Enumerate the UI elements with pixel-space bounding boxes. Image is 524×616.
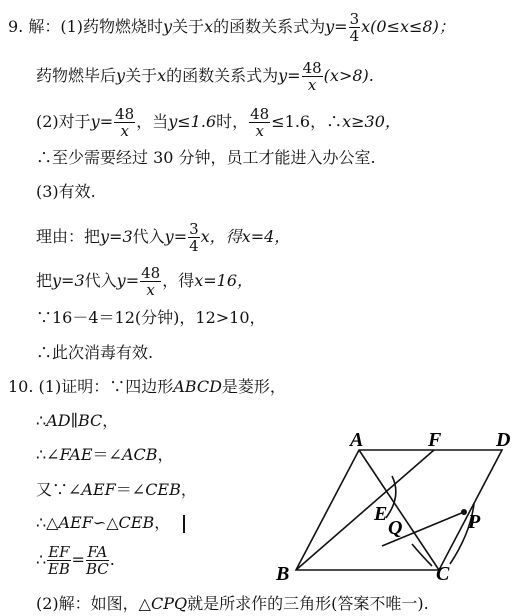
label-e: E (374, 503, 388, 525)
label-f: F (428, 429, 442, 451)
fraction: $\frac{FA}{BC}$ (85, 543, 109, 578)
fraction: $\frac{48}{x}$ (302, 59, 322, 94)
rhombus-figure (264, 426, 524, 596)
q9-line-4: ∴至少需要经过 30 分钟，员工才能进入办公室. (36, 148, 376, 167)
label-p: P (468, 511, 481, 533)
q9-line-3: (2)对于y= $\frac{48}{x}$ ，当y≤1.6时， $\frac{48}{x}$ ≤1.6，∴x≥30， (36, 105, 401, 140)
label-q: Q (388, 517, 403, 539)
q9-line-1: 9. 解：(1)药物燃烧时y关于x的函数关系式为y= $\frac{3}{4}$ x(0≤x≤8)； (8, 10, 455, 45)
text-cursor (183, 515, 185, 533)
fraction: $\frac{48}{x}$ (250, 105, 270, 140)
fraction: $\frac{EF}{EB}$ (47, 543, 70, 578)
fraction: $\frac{3}{4}$ (189, 220, 199, 255)
q9-line-6: 理由：把y=3代入y= $\frac{3}{4}$ x，得x=4， (36, 220, 291, 255)
label-d: D (496, 429, 511, 451)
label-b: B (276, 563, 290, 585)
fraction: $\frac{48}{x}$ (141, 264, 161, 299)
q10-line-3: ∴∠FAE＝∠ACB， (36, 445, 174, 464)
q9-line-2: 药物燃毕后y关于x的函数关系式为y= $\frac{48}{x}$ (x>8). (36, 59, 374, 94)
q9-line-8: ∵16－4＝12(分钟)，12>10， (36, 308, 266, 327)
q9-line-5: (3)有效. (36, 182, 96, 201)
q10-number: 10. (8, 377, 34, 396)
q9-line-7: 把y=3代入y= $\frac{48}{x}$ ，得x=16， (36, 264, 254, 299)
label-c: C (436, 563, 450, 585)
q9-line-9: ∴此次消毒有效. (36, 343, 154, 362)
fraction: $\frac{48}{x}$ (115, 105, 135, 140)
q10-line-5: ∴△AEF∽△CEB， (36, 513, 185, 533)
point-p (461, 509, 467, 515)
diagonal-ac (359, 450, 439, 570)
q10-line-2: ∴AD∥BC， (36, 411, 119, 430)
line-bf (296, 450, 434, 570)
q9-number: 9. (8, 17, 24, 36)
q10-line-7: (2)解：如图，△CPQ就是所求作的三角形(答案不唯一). (36, 594, 429, 613)
q10-line-1: 10. (1)证明：∵四边形ABCD是菱形， (8, 377, 286, 396)
label-a: A (350, 429, 364, 451)
q10-line-4: 又∵∠AEF＝∠CEB， (36, 480, 197, 499)
fraction: $\frac{3}{4}$ (349, 10, 360, 45)
q10-line-6: ∴ $\frac{EF}{EB}$ = $\frac{FA}{BC}$ . (36, 543, 115, 578)
